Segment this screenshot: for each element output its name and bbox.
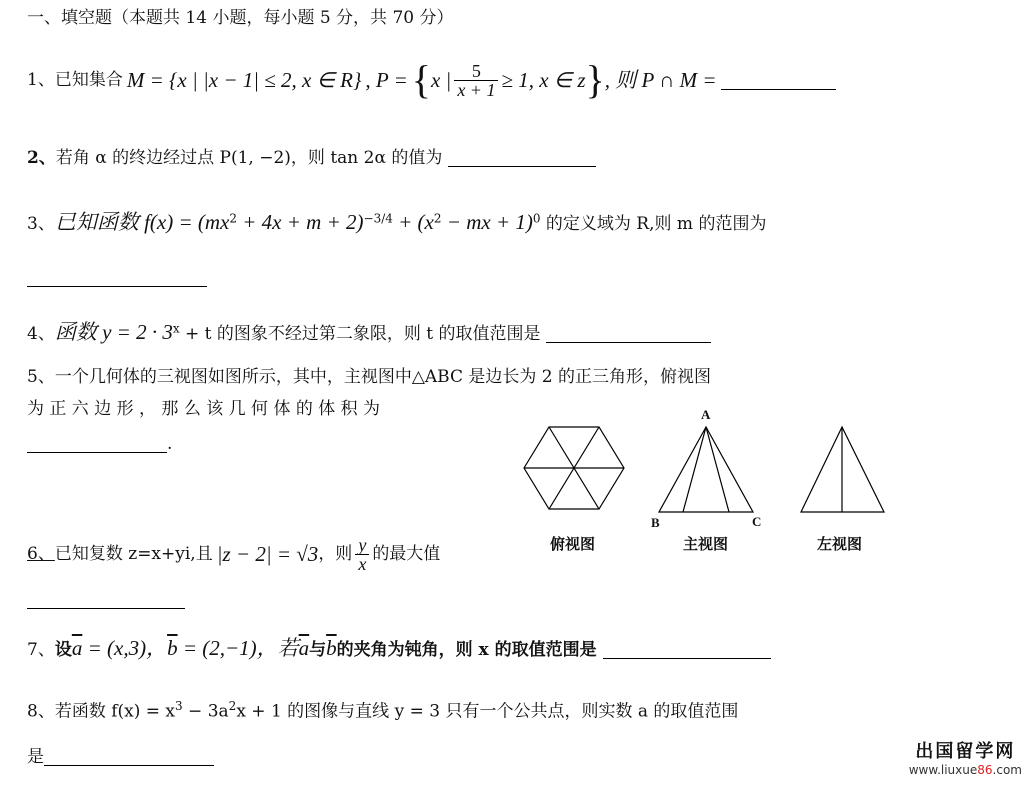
q4-text1: 函数 y = 2 · 3 [54,320,173,344]
front-view-label: 主视图 [683,535,729,553]
watermark-url-a: www.liuxue [908,763,978,777]
q3-text4: − mx + 1) [441,210,533,234]
q1-set-m: M = {x | |x − 1| ≤ 2, x ∈ R} [126,67,362,92]
q7-text1: 设 [54,640,72,660]
point-c-label: C [752,514,762,529]
q3-sup1: 2 [229,211,238,226]
q6-fraction [355,536,369,573]
question-7 [27,638,771,659]
q3-sup4: 0 [532,211,541,226]
q3-text1: 已知函数 f(x) = (mx [54,210,230,234]
side-view-triangle [801,427,884,512]
q3-sup3: 2 [433,211,442,226]
q6-text1: 已知复数 z=x+yi,且 [54,543,213,564]
q4-sup: x [172,321,180,336]
q4-answer-blank[interactable] [546,324,711,343]
q6-number: 6、 [27,543,55,564]
q7-text3: = (2,−1)，若 [177,636,299,660]
q8-answer-blank[interactable] [44,747,214,766]
q6-frac-num: y [355,536,369,555]
q5-answer-blank[interactable] [27,434,167,453]
question-2 [27,148,596,167]
q5-period: . [167,434,173,454]
q7-vec-b: $\overline{b}$ [167,636,178,660]
q7-text5: 的夹角为钝角，则 x 的取值范围是 [336,640,597,660]
q4-number: 4、 [27,324,55,344]
q8-line2-text: 是 [27,747,44,767]
q8-text-a: 8、若函数 f(x) = x [27,701,176,722]
q1-brace-open: { [411,57,431,102]
top-view-hexagon [524,427,624,509]
q1-tail: , 则 P ∩ M = [604,67,717,92]
side-view-label: 左视图 [817,535,863,553]
q7-text2: = (x,3)， [82,636,168,660]
q1-answer-blank[interactable] [721,71,836,90]
point-a-label: A [701,407,711,422]
q7-text4: 与 [309,640,327,660]
section-title: 一、填空题（本题共 14 小题，每小题 5 分，共 70 分） [27,8,454,28]
q6-abs: |z − 2| = √3 [216,541,319,566]
q1-x-bar: x | [430,67,452,92]
q1-number: 1、 [27,69,55,90]
q3-text3: + (x [392,210,434,234]
q1-text: 已知集合 [54,69,123,90]
q6-frac-den: x [358,553,367,574]
q3-number: 3、 [27,214,55,234]
q5-line1: 5、一个几何体的三视图如图所示，其中，主视图中△ABC 是边长为 2 的正三角形，俯视图 [27,367,712,387]
q2-answer-blank[interactable] [448,148,596,167]
q8-sup1: 3 [175,699,183,713]
watermark-url-b: .com [992,763,1022,777]
question-6 [27,530,440,578]
q7-vec-a2: $\overline{a}$ [298,636,310,660]
q8-line2 [27,747,214,766]
q1-fraction [454,62,498,99]
q6-text3: 的最大值 [372,543,441,564]
watermark-url [909,763,1022,777]
front-view-triangle [659,427,753,512]
q2-number: 2、 [27,148,56,168]
watermark [909,737,1022,777]
q6-text2: ，则 [318,543,353,564]
q7-number: 7、 [27,640,55,660]
q5-line2: 为 正 六 边 形 ， 那 么 该 几 何 体 的 体 积 为 [27,399,381,419]
point-b-label: B [651,515,660,530]
question-4 [27,322,711,343]
q7-answer-blank[interactable] [603,640,771,659]
q8-text-c: x + 1 的图像与直线 y = 3 只有一个公共点，则实数 a 的取值范围 [236,701,739,722]
q6-answer-blank[interactable] [27,590,185,609]
q3-answer-blank[interactable] [27,268,207,287]
q7-vec-a: $\overline{a}$ [71,636,83,660]
q8-sup2: 2 [228,699,237,713]
question-1 [27,56,836,104]
q3-text5: 的定义域为 R,则 m 的范围为 [540,214,767,234]
question-3 [27,212,766,233]
q1-brace-close: } [585,57,605,102]
q4-text2: + t 的图象不经过第二象限，则 t 的取值范围是 [179,324,541,344]
q7-vec-b2: $\overline{b}$ [326,636,337,660]
q3-sup2: −3/4 [363,211,393,226]
top-view-label: 俯视图 [550,535,596,553]
q1-frac-den: x + 1 [457,79,496,100]
q3-text2: + 4x + m + 2) [237,210,364,234]
watermark-url-red: 86 [977,763,993,777]
three-view-figures [520,420,900,535]
q8-line1 [27,700,738,721]
watermark-cn: 出国留学网 [915,741,1016,762]
q2-text: 若角 α 的终边经过点 P(1, −2)，则 tan 2α 的值为 [55,148,443,168]
q1-rest: ≥ 1, x ∈ z [501,67,586,92]
q8-text-b: − 3a [182,701,229,722]
q1-comma-p: , P = [365,67,408,92]
q5-line3 [27,434,172,453]
q1-frac-num: 5 [454,62,498,81]
